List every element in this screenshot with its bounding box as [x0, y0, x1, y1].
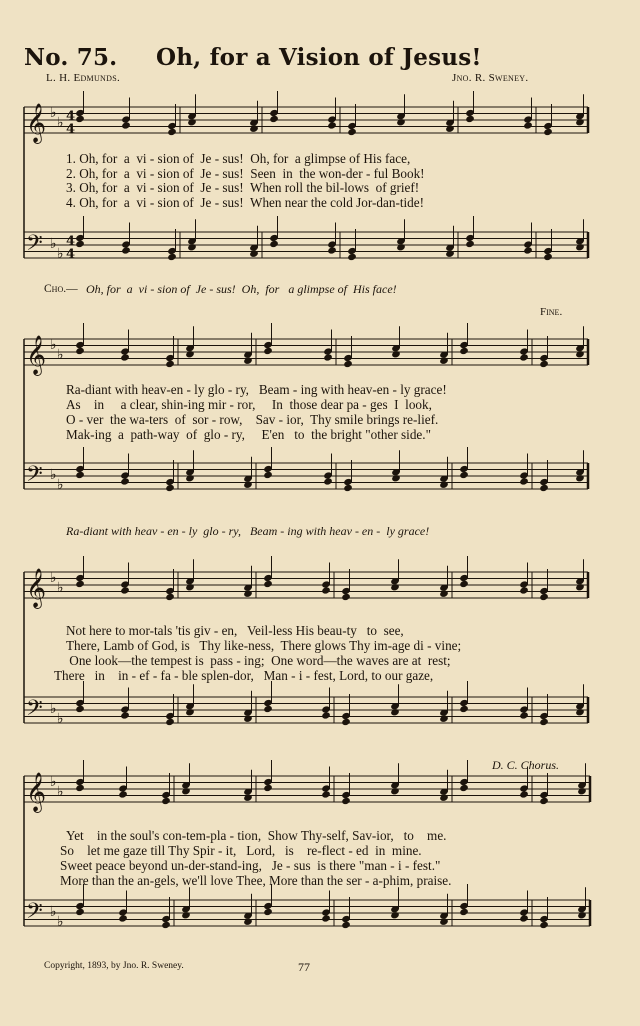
treble-notehead	[243, 794, 253, 802]
bass-notehead	[519, 914, 529, 922]
flat-sign: ♭	[57, 711, 64, 727]
treble-notehead	[321, 586, 331, 594]
flat-sign: ♭	[50, 236, 57, 252]
treble-notehead	[323, 353, 333, 361]
bass-notehead	[391, 474, 401, 482]
treble-notehead	[341, 593, 351, 601]
bass-notehead	[249, 250, 259, 258]
flat-sign: ♭	[57, 914, 64, 930]
flat-sign: ♭	[50, 337, 57, 353]
treble-notehead	[75, 115, 85, 123]
bass-notehead	[575, 474, 585, 482]
bass-notehead	[321, 914, 331, 922]
flat-sign: ♭	[57, 115, 64, 131]
treble-notehead	[539, 797, 549, 805]
dc-chorus-marker: D. C. Chorus.	[492, 758, 560, 772]
bass-notehead	[575, 243, 585, 251]
bass-clef: 𝄢	[26, 462, 43, 492]
bass-notehead	[181, 911, 191, 919]
treble-notehead	[539, 360, 549, 368]
bass-notehead	[75, 705, 85, 713]
bass-clef: 𝄢	[26, 899, 43, 929]
bass-notehead	[445, 250, 455, 258]
flat-sign: ♭	[50, 467, 57, 483]
bass-notehead	[465, 240, 475, 248]
treble-notehead	[165, 360, 175, 368]
treble-notehead	[459, 580, 469, 588]
refrain-bass-text: Ra-diant with heav - en - ly glo - ry, Beam - ing with heav - en - ly grace!	[66, 524, 430, 538]
bass-notehead	[577, 911, 587, 919]
treble-notehead	[519, 790, 529, 798]
bass-notehead	[185, 708, 195, 716]
author-credit: L. H. Edmunds.	[46, 72, 121, 84]
bass-notehead	[167, 253, 177, 261]
bass-notehead	[539, 718, 549, 726]
bass-notehead	[187, 243, 197, 251]
bass-notehead	[121, 246, 131, 254]
treble-clef: 𝄞	[26, 772, 47, 812]
refrain-line-4: Mak-ing a path-way of glo - ry, E'en to the bright "other side."	[66, 427, 431, 442]
bass-notehead	[390, 708, 400, 716]
treble-notehead	[243, 590, 253, 598]
bass-notehead	[243, 715, 253, 723]
bass-clef: 𝄢	[26, 696, 43, 726]
treble-notehead	[575, 350, 585, 358]
bass-notehead	[161, 921, 171, 929]
treble-notehead	[327, 121, 337, 129]
treble-notehead	[459, 784, 469, 792]
treble-notehead	[120, 353, 130, 361]
bass-notehead	[439, 918, 449, 926]
treble-notehead	[249, 125, 259, 133]
bass-notehead	[321, 711, 331, 719]
treble-notehead	[341, 797, 351, 805]
flat-sign: ♭	[50, 105, 57, 121]
bass-notehead	[327, 246, 337, 254]
treble-notehead	[263, 580, 273, 588]
verse-line-2: 2. Oh, for a vi - sion of Je - sus! Seen in the won-der - ful Book!	[66, 166, 425, 181]
treble-notehead	[120, 586, 130, 594]
page-number: 77	[298, 960, 310, 974]
stanza3-line-4: There in in - ef - fa - ble splen-dor, Man - i - fest, Lord, to our gaze,	[54, 668, 434, 683]
bass-notehead	[165, 484, 175, 492]
treble-notehead	[390, 583, 400, 591]
refrain-line-2: As in a clear, shin-ing mir - ror, In those dear pa - ges I look,	[66, 397, 432, 412]
flat-sign: ♭	[57, 580, 64, 596]
bass-notehead	[243, 918, 253, 926]
stanza4-line-3: Sweet peace beyond un-der-stand-ing, Je - sus is there "man - i - fest."	[60, 858, 441, 873]
treble-notehead	[263, 784, 273, 792]
treble-clef: 𝄞	[26, 103, 47, 143]
bass-notehead	[459, 908, 469, 916]
bass-notehead	[575, 708, 585, 716]
bass-notehead	[243, 481, 253, 489]
treble-notehead	[185, 583, 195, 591]
bass-notehead	[459, 471, 469, 479]
treble-notehead	[391, 350, 401, 358]
flat-sign: ♭	[50, 904, 57, 920]
refrain-line-3: O - ver the wa-ters of sor - row, Sav - ior, Thy smile brings re-lief.	[66, 412, 439, 427]
bass-notehead	[341, 921, 351, 929]
fine-marker: Fine.	[540, 306, 563, 318]
stanza4-line-4: More than the an-gels, we'll love Thee, More than the ser - a-phim, praise.	[60, 873, 452, 888]
bass-notehead	[519, 711, 529, 719]
bass-notehead	[341, 718, 351, 726]
bass-notehead	[118, 914, 128, 922]
treble-clef: 𝄞	[26, 335, 47, 375]
treble-notehead	[575, 118, 585, 126]
treble-notehead	[118, 790, 128, 798]
treble-notehead	[523, 121, 533, 129]
bass-notehead	[543, 253, 553, 261]
chorus-bass-text: Oh, for a vi - sion of Je - sus! Oh, for a glimpse of His face!	[86, 282, 397, 296]
bass-notehead	[120, 711, 130, 719]
treble-notehead	[187, 118, 197, 126]
hymn-number: No. 75.	[24, 44, 118, 71]
stanza3-line-1: Not here to mor-tals 'tis giv - en, Veil-less His beau-ty to see,	[66, 623, 404, 638]
bass-notehead	[75, 908, 85, 916]
flat-sign: ♭	[57, 477, 64, 493]
treble-notehead	[121, 121, 131, 129]
flat-sign: ♭	[57, 784, 64, 800]
bass-notehead	[439, 481, 449, 489]
flat-sign: ♭	[50, 774, 57, 790]
bass-notehead	[390, 911, 400, 919]
bass-notehead	[459, 705, 469, 713]
treble-notehead	[181, 787, 191, 795]
stanza4-line-1: Yet in the soul's con-tem-pla - tion, Show Thy-self, Sav-ior, to me.	[66, 828, 447, 843]
treble-notehead	[519, 586, 529, 594]
bass-notehead	[539, 921, 549, 929]
treble-notehead	[167, 128, 177, 136]
chorus-label: Cho.—	[44, 283, 78, 295]
copyright-notice: Copyright, 1893, by Jno. R. Sweney.	[44, 961, 184, 971]
flat-sign: ♭	[57, 246, 64, 262]
treble-notehead	[263, 347, 273, 355]
time-signature: 4	[66, 109, 76, 124]
treble-notehead	[269, 115, 279, 123]
treble-notehead	[75, 347, 85, 355]
refrain-line-1: Ra-diant with heav-en - ly glo - ry, Beam - ing with heav-en - ly grace!	[66, 382, 447, 397]
bass-notehead	[269, 240, 279, 248]
verse-line-1: 1. Oh, for a vi - sion of Je - sus! Oh, for a glimpse of His face,	[66, 151, 411, 166]
bass-notehead	[347, 253, 357, 261]
time-signature: 4	[66, 247, 76, 262]
bass-notehead	[519, 477, 529, 485]
treble-notehead	[396, 118, 406, 126]
flat-sign: ♭	[57, 347, 64, 363]
bass-notehead	[120, 477, 130, 485]
bass-notehead	[439, 715, 449, 723]
bass-notehead	[75, 240, 85, 248]
treble-notehead	[390, 787, 400, 795]
treble-notehead	[445, 125, 455, 133]
treble-notehead	[543, 128, 553, 136]
treble-notehead	[243, 357, 253, 365]
stanza3-line-2: There, Lamb of God, is Thy like-ness, There glows Thy im-age di - vine;	[66, 638, 462, 653]
bass-notehead	[165, 718, 175, 726]
treble-clef: 𝄞	[26, 568, 47, 608]
flat-sign: ♭	[50, 701, 57, 717]
bass-notehead	[539, 484, 549, 492]
treble-notehead	[75, 580, 85, 588]
bass-notehead	[396, 243, 406, 251]
composer-credit: Jno. R. Sweney.	[452, 72, 529, 84]
bass-notehead	[263, 908, 273, 916]
time-signature: 4	[66, 122, 76, 137]
treble-notehead	[465, 115, 475, 123]
treble-notehead	[575, 583, 585, 591]
treble-notehead	[439, 794, 449, 802]
bass-clef: 𝄢	[26, 231, 43, 261]
flat-sign: ♭	[50, 570, 57, 586]
treble-notehead	[577, 787, 587, 795]
treble-notehead	[75, 784, 85, 792]
treble-notehead	[519, 353, 529, 361]
bass-notehead	[75, 471, 85, 479]
treble-notehead	[459, 347, 469, 355]
treble-notehead	[439, 357, 449, 365]
treble-notehead	[165, 593, 175, 601]
treble-notehead	[321, 790, 331, 798]
treble-notehead	[343, 360, 353, 368]
stanza3-line-3: One look—the tempest is pass - ing; One word—the waves are at rest;	[66, 653, 451, 668]
verse-line-3: 3. Oh, for a vi - sion of Je - sus! When roll the bil-lows of grief!	[66, 180, 420, 195]
hymn-title: Oh, for a Vision of Jesus!	[156, 44, 482, 71]
treble-notehead	[185, 350, 195, 358]
treble-notehead	[161, 797, 171, 805]
treble-notehead	[347, 128, 357, 136]
treble-notehead	[539, 593, 549, 601]
treble-notehead	[439, 590, 449, 598]
verse-line-4: 4. Oh, for a vi - sion of Je - sus! When near the cold Jor-dan-tide!	[66, 195, 425, 210]
bass-notehead	[323, 477, 333, 485]
time-signature: 4	[66, 234, 76, 249]
bass-notehead	[185, 474, 195, 482]
stanza4-line-2: So let me gaze till Thy Spir - it, Lord, is re-flect - ed in mine.	[60, 843, 422, 858]
bass-notehead	[263, 471, 273, 479]
bass-notehead	[523, 246, 533, 254]
bass-notehead	[263, 705, 273, 713]
bass-notehead	[343, 484, 353, 492]
